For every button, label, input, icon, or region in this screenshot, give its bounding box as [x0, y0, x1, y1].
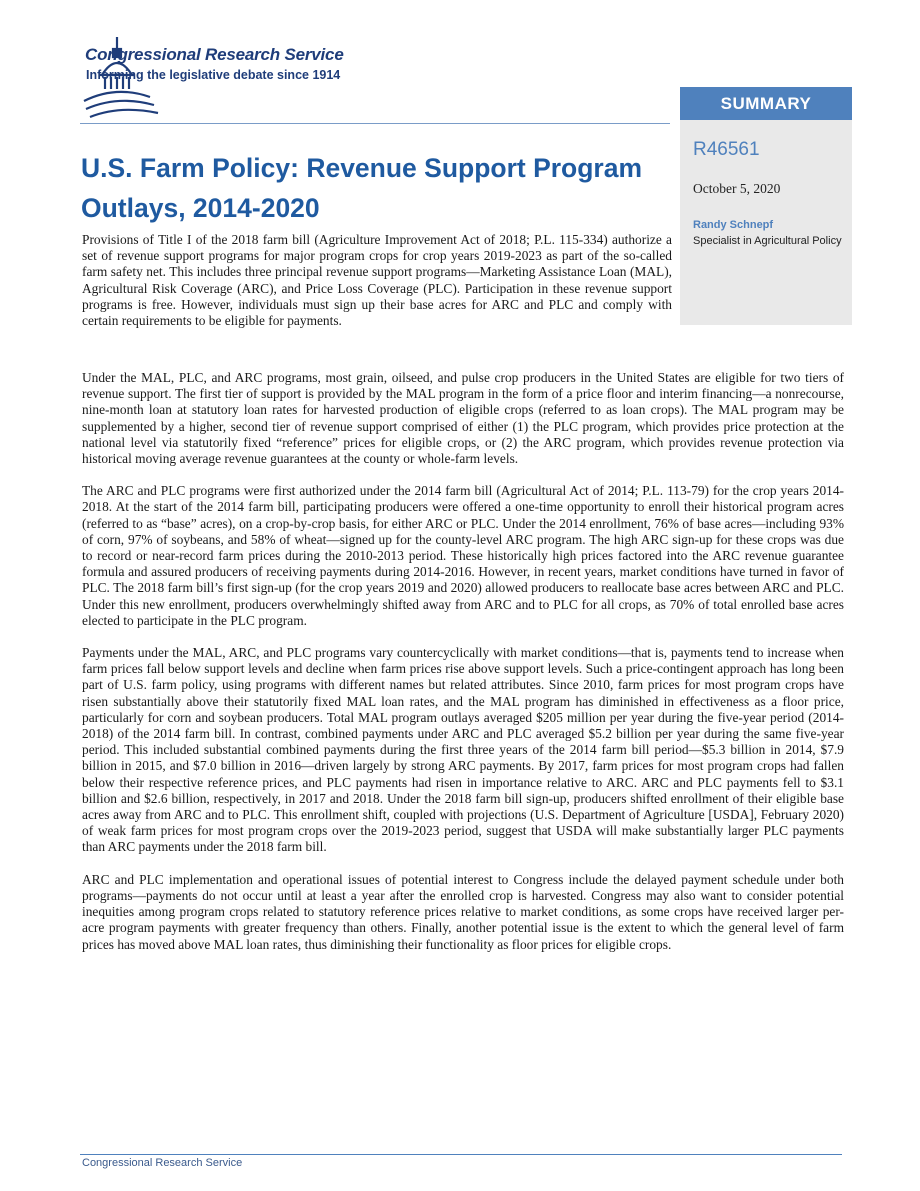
org-tagline: Informing the legislative debate since 1914: [86, 68, 341, 82]
report-number: R46561: [693, 139, 760, 160]
report-title: U.S. Farm Policy: Revenue Support Program Outlays, 2014-2020: [81, 153, 643, 223]
summary-sidebar: [680, 87, 852, 325]
paragraph: Payments under the MAL, ARC, and PLC programs vary countercyclically with market conditions—that is, payments tend to increase when farm prices fall below support levels and decline when farm prices rise above support levels. Such a price-contingent approach has long been part of U.S. farm policy, using programs with different names but related attributes. Since 2010, farm prices for most program crops have risen substantially above their statutorily fixed MAL loan rates, and the MAL program has diminished in effectiveness as a floor price, particularly for corn and soybean producers. Total MAL program outlays averaged $205 million per year during the five-year period (2014-2018) of the 2014 farm bill. In contrast, combined payments under ARC and PLC averaged $5.2 billion per year during the same five-year period. This included substantial combined payments during the first three years of the 2014 farm bill period—$5.3 billion in 2014, $7.9 billion in 2015, and $7.0 billion in 2016—driven largely by strong ARC payments. By 2017, farm prices for most program crops had fallen below their respective reference prices, and PLC payments had risen in importance relative to ARC. ARC and PLC payments fell to $3.1 billion and $2.6 billion, respectively, in 2017 and 2018. Under the 2018 farm bill sign-up, producers shifted enrollment of their eligible base acres away from ARC and to PLC. This enrollment shift, coupled with projections (U.S. Department of Agriculture [USDA], February 2020) of weak farm prices for most program crops over the 2019-2023 period, suggest that USDA will make substantially larger PLC payments than ARC payments under the 2018 farm bill.: [82, 645, 844, 855]
footer-text: Congressional Research Service: [82, 1157, 243, 1169]
paragraph: Provisions of Title I of the 2018 farm bill (Agriculture Improvement Act of 2018; P.L. 115-334) authorize a set of revenue support programs for major program crops for crop years 2019-2023 as part of the so-called farm safety net. This includes three principal revenue support programs—Marketing Assistance Loan (MAL), Agricultural Risk Coverage (ARC), and Price Loss Coverage (PLC). Participation in these revenue support programs is free. However, individuals must sign up their base acres for ARC and PLC and comply with certain requirements to be eligible for payments.: [82, 232, 672, 329]
paragraph: ARC and PLC implementation and operational issues of potential interest to Congress include the delayed payment schedule under both programs—payments do not occur until at least a year after the enrolled crop is harvested. Congress may also want to consider potential inequities among program crops related to statutory reference prices relative to market conditions, as some crops have received larger per-acre program payments with greater frequency than others. Finally, another potential issue is the extent to which the general level of farm prices has moved above MAL loan rates, thus diminishing their functionality as floor prices for eligible crops.: [82, 871, 844, 952]
header-divider: [80, 123, 670, 124]
paragraph: The ARC and PLC programs were first authorized under the 2014 farm bill (Agricultural Act of 2014; P.L. 113-79) for the crop years 2014-2018. At the start of the 2014 farm bill, participating producers were offered a one-time opportunity to enroll their historical program acres (referred to as “base” acres), on a crop-by-crop basis, for either ARC or PLC. Under the 2014 enrollment, 76% of base acres—including 93% of corn, 97% of soybeans, and 58% of wheat—signed up for the county-level ARC program. The high ARC sign-up for these crops was due to record or near-record farm prices during the 2010-2013 period. These historically high prices factored into the ARC revenue guarantee formula and assured producers of receiving payments during 2014-2016. However, in recent years, market conditions have turned in favor of PLC. The 2018 farm bill’s first sign-up (for the crop years 2019 and 2020) allowed producers to reallocate base acres between ARC and PLC. Under this new enrollment, producers overwhelmingly shifted away from ARC and to PLC for all crops, as 70% of total enrolled base acres elected to participate in the PLC program.: [82, 483, 844, 628]
footer-divider: [80, 1154, 842, 1155]
org-name: Congressional Research Service: [85, 45, 344, 64]
paragraph: Under the MAL, PLC, and ARC programs, most grain, oilseed, and pulse crop producers in the United States are eligible for two tiers of revenue support. The first tier of support is provided by the MAL program in the form of a price floor and interim financing—a nonrecourse, nine-month loan at statutory loan rates for harvested production of eligible crops (referred to as loan crops). The MAL program may be supplemented by a higher, second tier of revenue support comprised of either (1) the PLC program, which provides price protection at the national level via statutorily fixed “reference” prices for eligible crops, or (2) the ARC program, which provides revenue protection via historical moving average revenue guarantees at the county or whole-farm levels.: [82, 370, 844, 467]
author-title: Specialist in Agricultural Policy: [693, 235, 842, 247]
report-date: October 5, 2020: [693, 181, 781, 196]
summary-label: SUMMARY: [680, 87, 852, 120]
author-name: Randy Schnepf: [693, 219, 774, 231]
summary-body: [82, 370, 844, 969]
